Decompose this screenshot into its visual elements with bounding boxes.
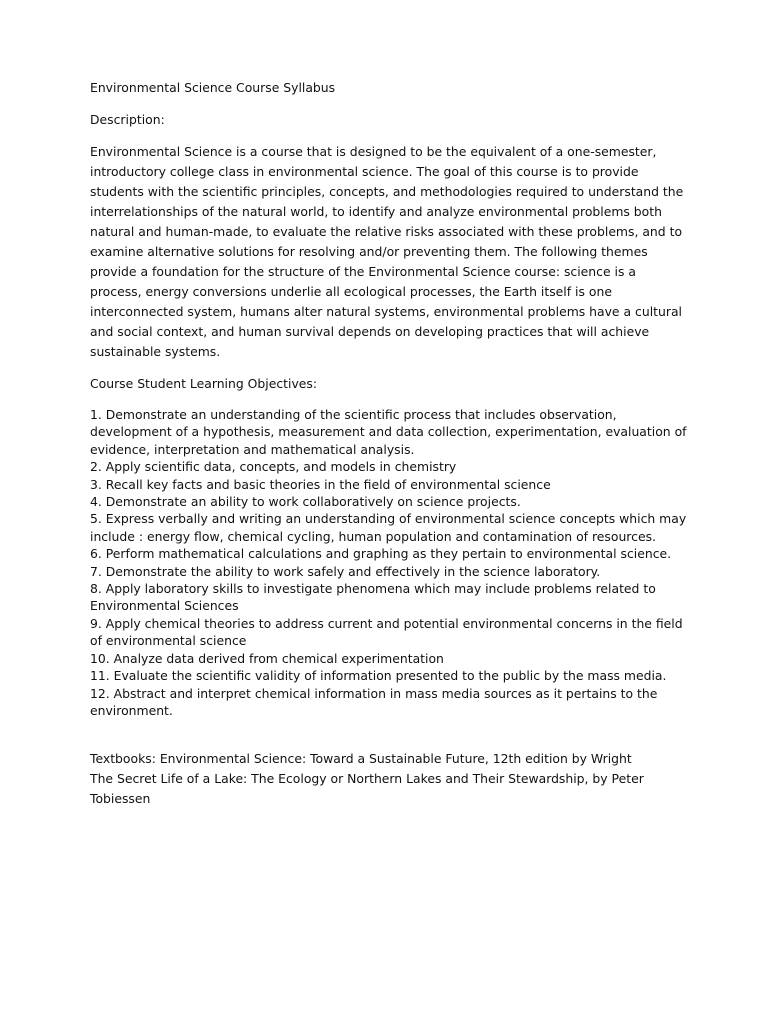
document-title: Environmental Science Course Syllabus xyxy=(90,80,336,95)
objective-item: 9. Apply chemical theories to address current and potential environmental concerns in the field of environmental science xyxy=(90,615,683,649)
objective-item: 10. Analyze data derived from chemical experimentation xyxy=(90,650,444,666)
objective-item: 11. Evaluate the scientific validity of information presented to the public by the mass media. xyxy=(90,668,667,684)
objectives-heading: Course Student Learning Objectives: xyxy=(90,376,318,391)
description-paragraph: Environmental Science is a course that is designed to be the equivalent of a one-semester, introductory college class in environmental science. The goal of this course is to provide students with the scientific principles, concepts, and methodologies required to understand the interrelationships of the natural world, to identify and analyze environmental problems both natural and human-made, to evaluate the relative risks associated with these problems, and to examine alternative solutions for resolving and/or preventing them. The following themes provide a foundation for the structure of the Environmental Science course: science is a process, energy conversions underlie all ecological processes, the Earth itself is one interconnected system, humans alter natural systems, environmental problems have a cultural and social context, and human survival depends on developing practices that will achieve sustainable systems. xyxy=(90,144,684,359)
objective-item: 3. Recall key facts and basic theories in the field of environmental science xyxy=(90,476,551,492)
textbook-secondary: The Secret Life of a Lake: The Ecology or Northern Lakes and Their Stewardship, by Peter Tobiessen xyxy=(90,771,644,807)
objective-item: 2. Apply scientific data, concepts, and models in chemistry xyxy=(90,459,457,475)
objective-item: 7. Demonstrate the ability to work safely and effectively in the science laboratory. xyxy=(90,563,601,579)
document-page xyxy=(90,78,690,809)
textbook-primary: Textbooks: Environmental Science: Toward a Sustainable Future, 12th edition by Wright xyxy=(90,751,632,767)
objective-item: 6. Perform mathematical calculations and graphing as they pertain to environmental science. xyxy=(90,546,672,562)
description-heading: Description: xyxy=(90,112,165,127)
objective-item: 5. Express verbally and writing an understanding of environmental science concepts which may include : energy flow, chemical cycling, human population and contamination of resources. xyxy=(90,511,687,544)
objective-item: 12. Abstract and interpret chemical information in mass media sources as it pertains to the environment. xyxy=(90,685,658,718)
objective-item: 4. Demonstrate an ability to work collaboratively on science projects. xyxy=(90,494,521,510)
textbooks-section xyxy=(90,749,690,809)
objective-item: 1. Demonstrate an understanding of the scientific process that includes observation, development of a hypothesis, measurement and data collection, experimentation, evaluation of evidence, interpretation and mathematical analysis. xyxy=(90,407,687,457)
objectives-list xyxy=(90,406,690,719)
objective-item: 8. Apply laboratory skills to investigate phenomena which may include problems related to Environmental Sciences xyxy=(90,581,656,614)
